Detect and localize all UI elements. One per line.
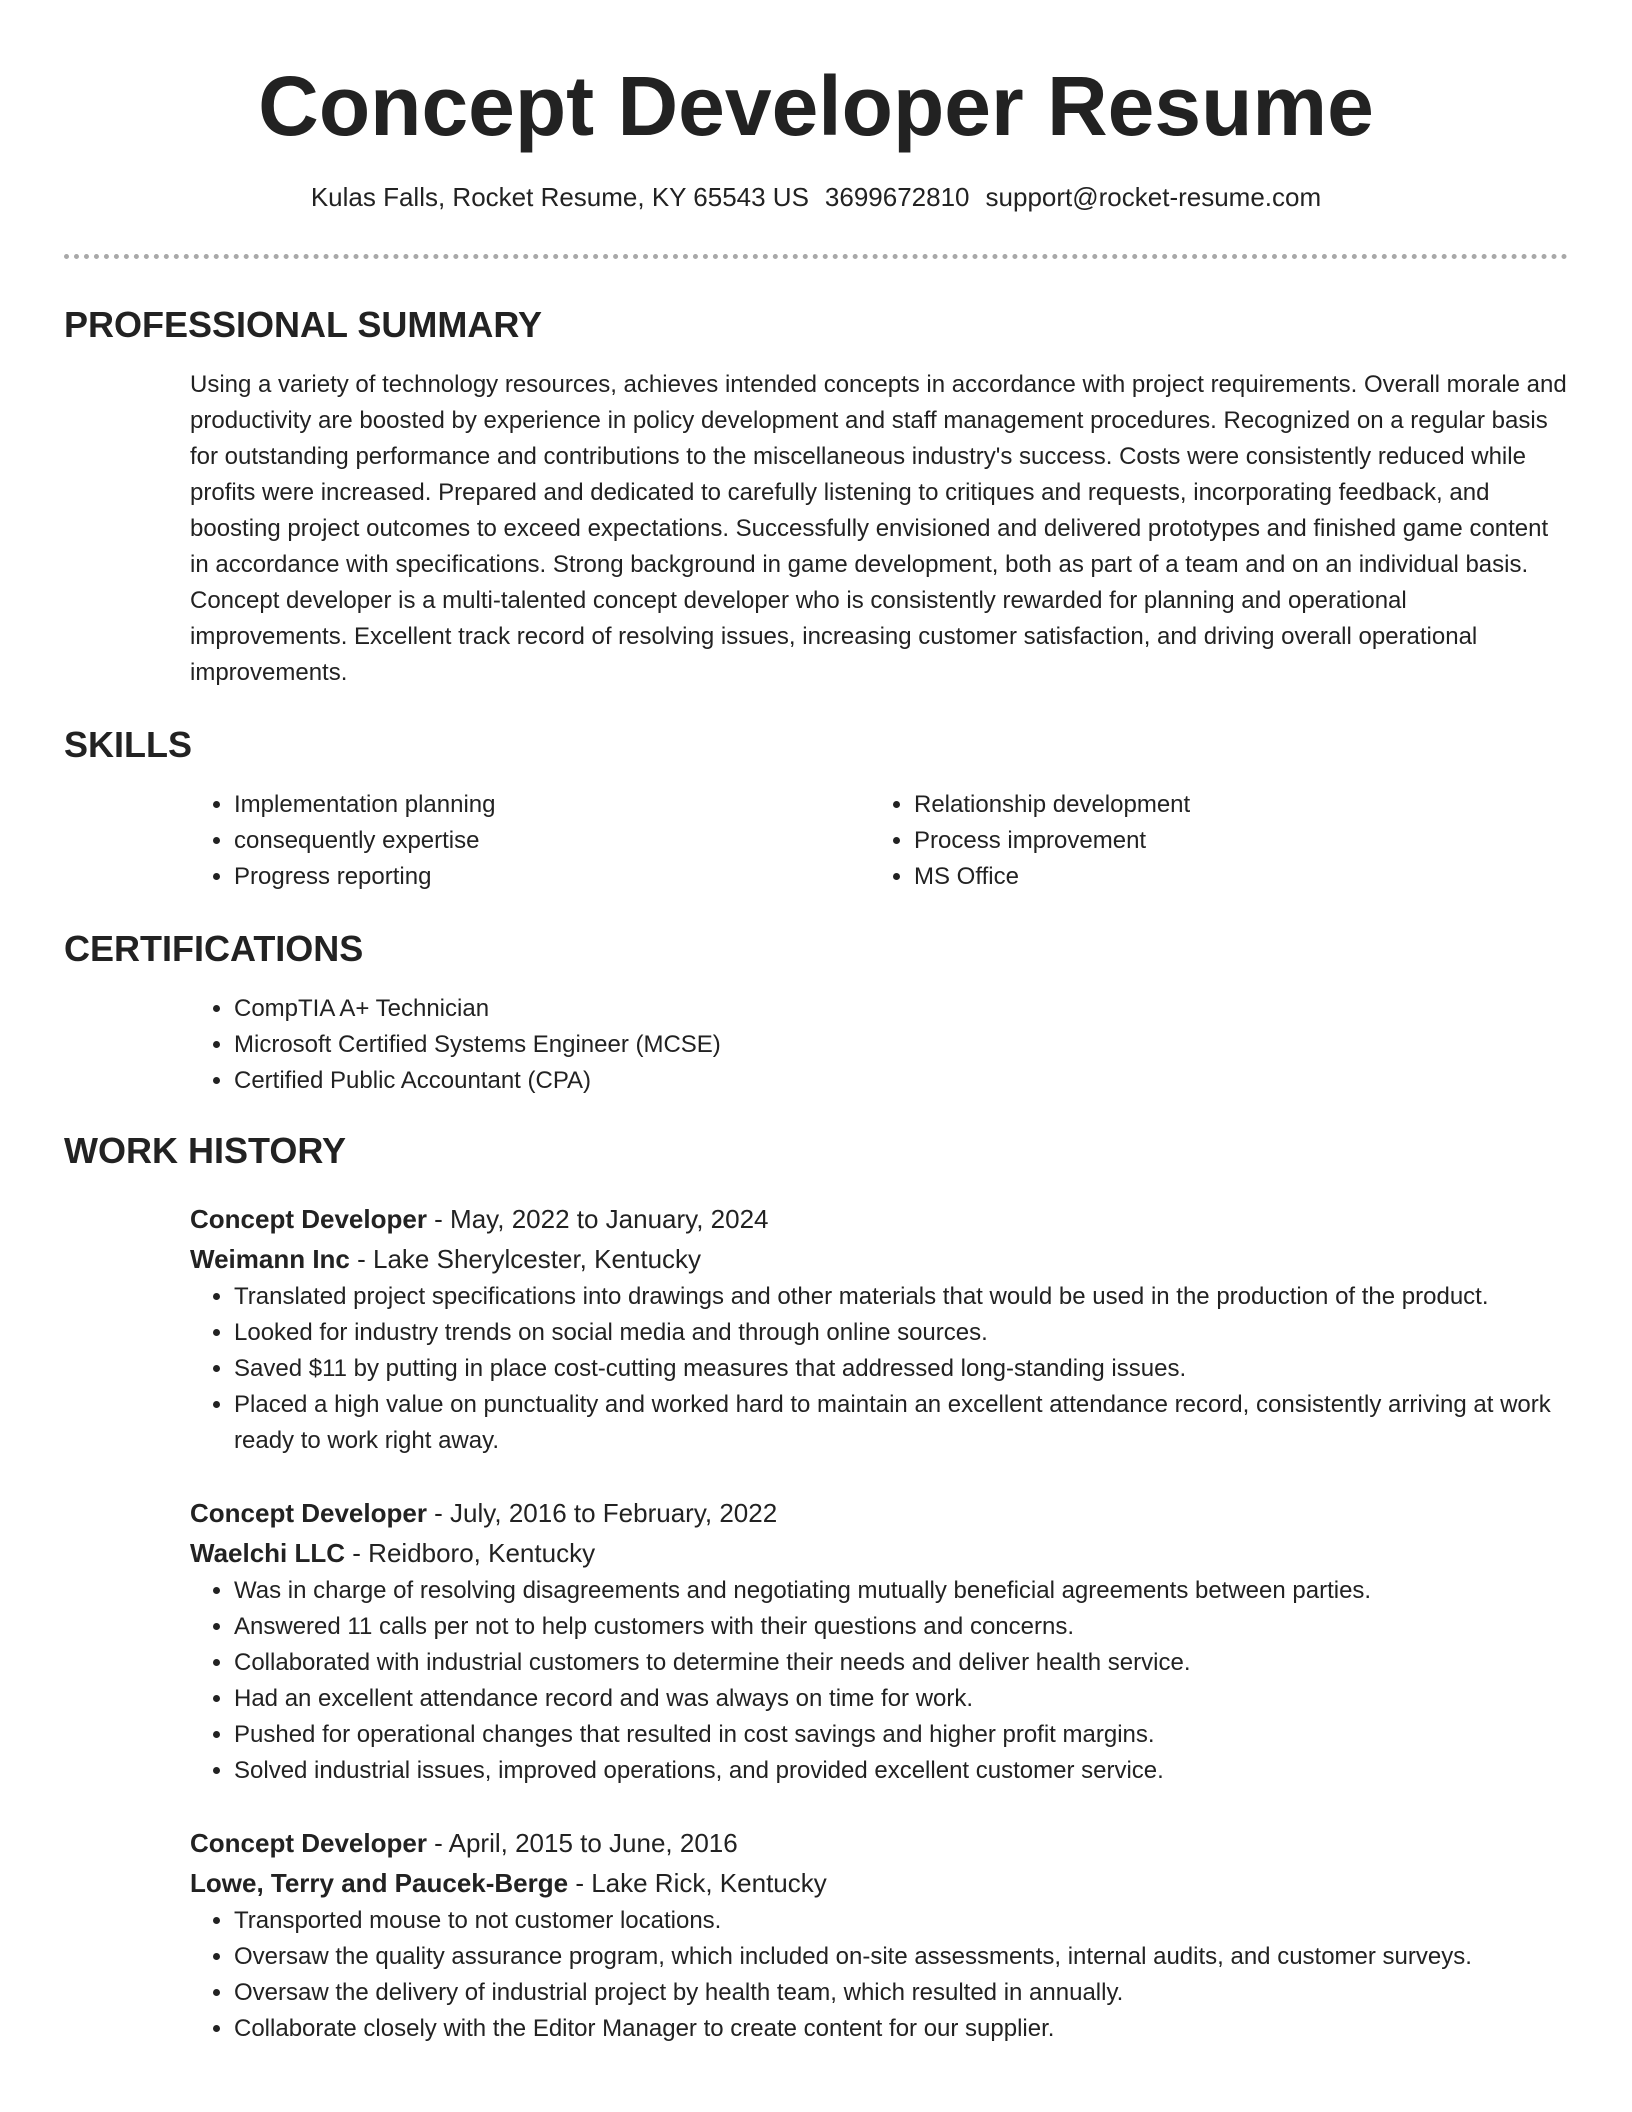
skill-item: • Process improvement <box>914 823 1550 859</box>
skills-list-left <box>190 787 870 895</box>
skill-item: • Relationship development <box>914 787 1550 823</box>
job-bullet: • Oversaw the delivery of industrial project by health team, which resulted in annually. <box>234 1975 1568 2011</box>
job-bullets <box>190 1279 1568 1459</box>
job-company-line <box>190 1533 1568 1573</box>
skill-item: • Progress reporting <box>234 859 870 895</box>
job-location: - Lake Rick, Kentucky <box>568 1868 827 1898</box>
job-bullets <box>190 1903 1568 2047</box>
contact-address: Kulas Falls, Rocket Resume, KY 65543 US <box>310 182 809 212</box>
skill-item: • consequently expertise <box>234 823 870 859</box>
job-company-line <box>190 1863 1568 1903</box>
work-history-heading: WORK HISTORY <box>64 1130 347 1171</box>
certifications-heading: CERTIFICATIONS <box>64 928 364 969</box>
skills-grid <box>190 787 1568 895</box>
job-role: Concept Developer <box>190 1828 427 1858</box>
certifications-block <box>190 991 1568 1099</box>
job-role: Concept Developer <box>190 1498 427 1528</box>
contact-phone: 3699672810 <box>824 182 970 212</box>
resume-page <box>64 0 1568 2047</box>
summary-text: Using a variety of technology resources, achieves intended concepts in accordance with project requirements. Overall morale and productivity are boosted by experience in policy development and staff management procedures. Recognized on a regular basis for outstanding performance and contributions to the miscellaneous industry's success. Costs were consistently reduced while profits were increased. Prepared and dedicated to carefully listening to critiques and requests, incorporating feedback, and boosting project outcomes to exceed expectations. Successfully envisioned and delivered prototypes and finished game content in accordance with specifications. Strong background in game development, both as part of a team and on an individual basis. Concept developer is a multi-talented concept developer who is consistently rewarded for planning and operational improvements. Excellent track record of resolving issues, increasing customer satisfaction, and driving overall operational improvements. <box>190 371 1567 686</box>
job-title-line <box>190 1493 1568 1533</box>
job-company: Waelchi LLC <box>190 1538 346 1568</box>
skills-heading: SKILLS <box>64 724 193 765</box>
job-bullet: • Collaborate closely with the Editor Manager to create content for our supplier. <box>234 2011 1568 2047</box>
job-bullet: • Placed a high value on punctuality and worked hard to maintain an excellent attendance record, consistently arriving at work ready to work right away. <box>234 1387 1568 1459</box>
job-dates: - April, 2015 to June, 2016 <box>426 1828 738 1858</box>
job-entry <box>190 1823 1568 2047</box>
resume-title: Concept Developer Resume <box>258 59 1374 153</box>
summary-heading: PROFESSIONAL SUMMARY <box>64 304 543 345</box>
contact-email: support@rocket-resume.com <box>985 182 1322 212</box>
job-location: - Lake Sherylcester, Kentucky <box>349 1244 702 1274</box>
certifications-list <box>190 991 1568 1099</box>
job-company-line <box>190 1239 1568 1279</box>
contact-line <box>64 180 1568 214</box>
job-bullet: • Translated project specifications into drawings and other materials that would be used in the production of the product. <box>234 1279 1568 1315</box>
certification-item: • Certified Public Accountant (CPA) <box>234 1063 1568 1099</box>
skill-item: • MS Office <box>914 859 1550 895</box>
certification-item: • Microsoft Certified Systems Engineer (MCSE) <box>234 1027 1568 1063</box>
skills-list-right <box>870 787 1550 895</box>
header-divider <box>64 254 1568 259</box>
job-bullet: • Collaborated with industrial customers to determine their needs and deliver health service. <box>234 1645 1568 1681</box>
job-bullet: • Oversaw the quality assurance program, which included on-site assessments, internal audits, and customer surveys. <box>234 1939 1568 1975</box>
job-entry <box>190 1199 1568 1459</box>
skill-item: • Implementation planning <box>234 787 870 823</box>
job-role: Concept Developer <box>190 1204 427 1234</box>
job-dates: - May, 2022 to January, 2024 <box>426 1204 769 1234</box>
job-company: Weimann Inc <box>190 1244 350 1274</box>
job-company: Lowe, Terry and Paucek-Berge <box>190 1868 569 1898</box>
job-bullet: • Was in charge of resolving disagreements and negotiating mutually beneficial agreements between parties. <box>234 1573 1568 1609</box>
job-bullet: • Answered 11 calls per not to help customers with their questions and concerns. <box>234 1609 1568 1645</box>
certification-item: • CompTIA A+ Technician <box>234 991 1568 1027</box>
job-location: - Reidboro, Kentucky <box>345 1538 596 1568</box>
job-bullet: • Solved industrial issues, improved operations, and provided excellent customer service. <box>234 1753 1568 1789</box>
job-dates: - July, 2016 to February, 2022 <box>426 1498 778 1528</box>
job-bullet: • Saved $11 by putting in place cost-cutting measures that addressed long-standing issues. <box>234 1351 1568 1387</box>
job-bullet: • Pushed for operational changes that resulted in cost savings and higher profit margins. <box>234 1717 1568 1753</box>
job-bullet: • Had an excellent attendance record and was always on time for work. <box>234 1681 1568 1717</box>
job-bullet: • Transported mouse to not customer locations. <box>234 1903 1568 1939</box>
job-title-line <box>190 1199 1568 1239</box>
job-bullets <box>190 1573 1568 1789</box>
job-entry <box>190 1493 1568 1789</box>
job-bullet: • Looked for industry trends on social media and through online sources. <box>234 1315 1568 1351</box>
job-title-line <box>190 1823 1568 1863</box>
